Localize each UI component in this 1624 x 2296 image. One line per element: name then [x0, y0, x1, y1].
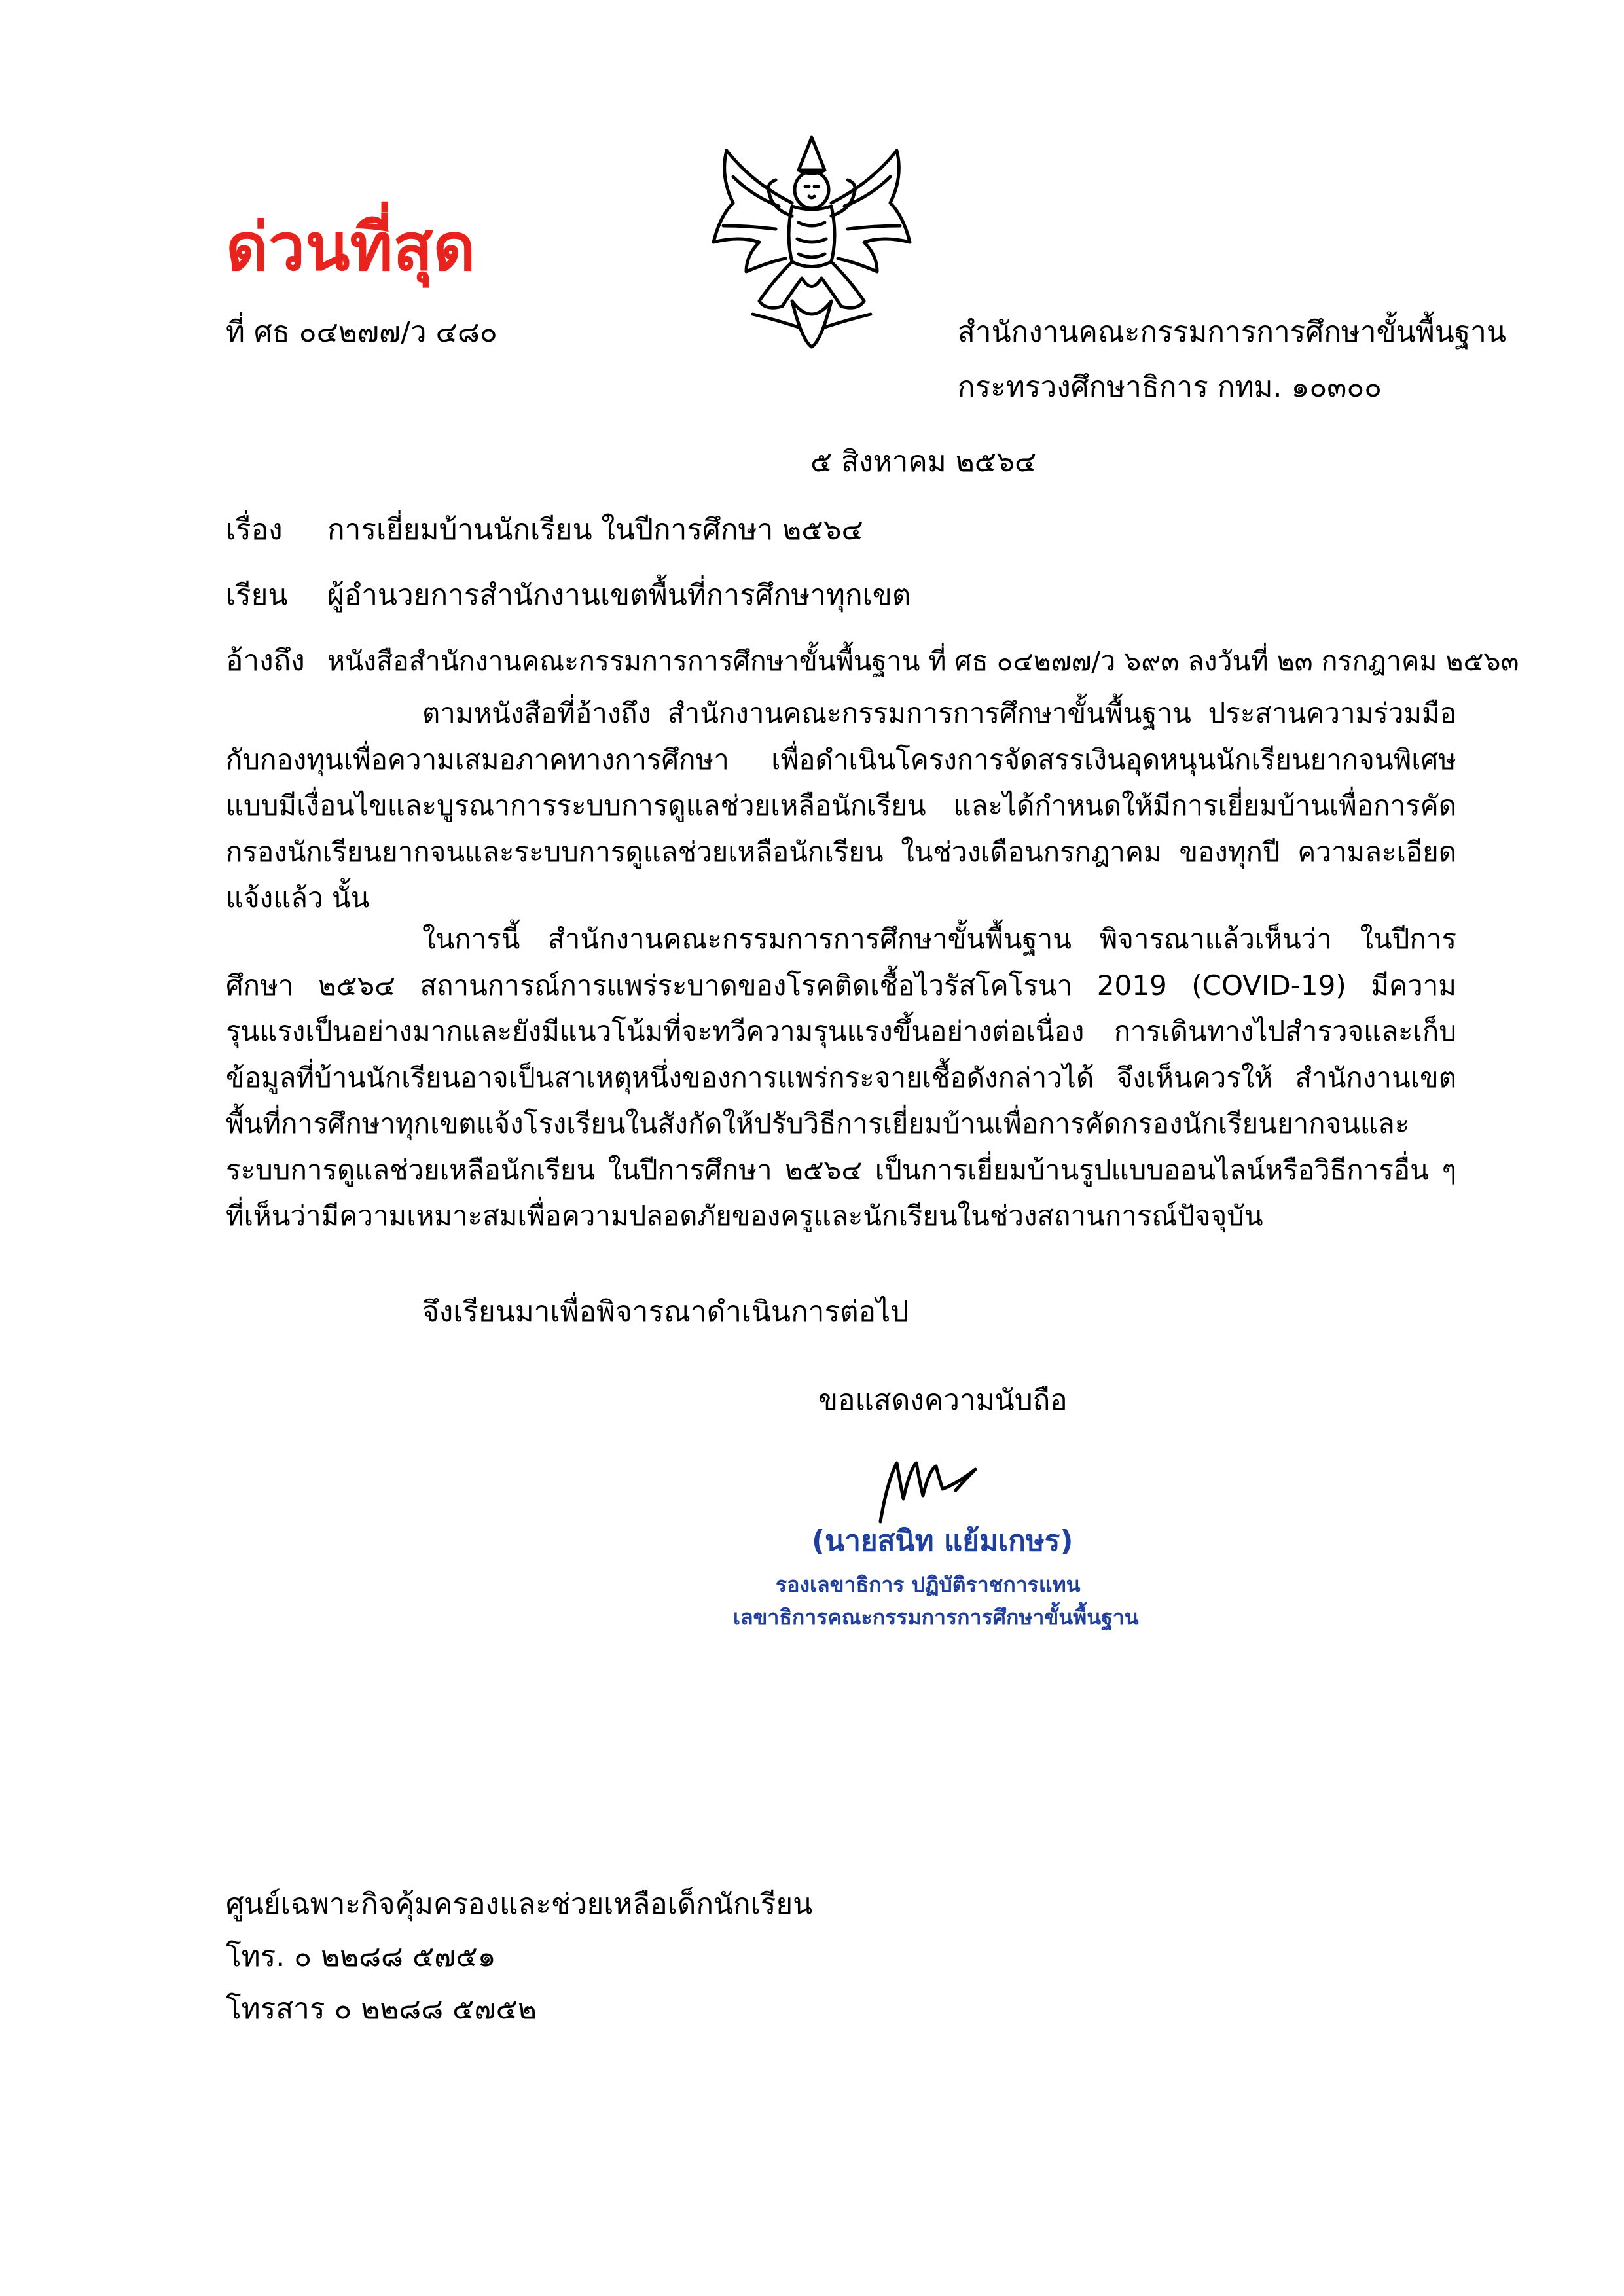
garuda-emblem-icon [700, 131, 923, 353]
reference-label: อ้างถึง [226, 644, 305, 677]
footer-unit: ศูนย์เฉพาะกิจคุ้มครองและช่วยเหลือเด็กนักเรียน [226, 1888, 813, 1921]
recipient-text: ผู้อำนวยการสำนักงานเขตพื้นที่การศึกษาทุกเขต [327, 579, 911, 612]
signatory-position-1: รองเลขาธิการ ปฏิบัติราชการแทน [776, 1572, 1081, 1597]
footer-fax: โทรสาร ๐ ๒๒๘๘ ๕๗๕๒ [226, 1992, 537, 2026]
handwritten-signature-icon [867, 1443, 998, 1528]
body-paragraph-2: ในการนี้ สำนักงานคณะกรรมการการศึกษาขั้นพื้นฐาน พิจารณาแล้วเห็นว่า ในปีการศึกษา ๒๕๖๔ สถานการณ์การแพร่ระบาดของโรคติดเชื้อไวรัสโคโรนา 2019 (COVID-19) มีความรุนแรงเป็นอย่างมากและยังมีแนวโน้มที่จะทวีความรุนแรงขึ้นอย่างต่อเนื่อง การเดินทางไปสำรวจและเก็บข้อมูลที่บ้านนักเรียนอาจเป็นสาเหตุหนึ่งของการแพร่กระจายเชื้อดังกล่าวได้ จึงเห็นควรให้ สำนักงานเขตพื้นที่การศึกษาทุกเขตแจ้งโรงเรียนในสังกัดให้ปรับวิธีการเยี่ยมบ้านเพื่อการคัดกรองนักเรียนยากจนและระบบการดูแลช่วยเหลือนักเรียน ในปีการศึกษา ๒๕๖๔ เป็นการเยี่ยมบ้านรูปแบบออนไลน์หรือวิธีการอื่น ๆ ที่เห็นว่ามีความเหมาะสมเพื่อความปลอดภัยของครูและนักเรียนในช่วงสถานการณ์ปัจจุบัน [226, 923, 1456, 1232]
subject-label: เรื่อง [226, 513, 283, 547]
subject-text: การเยี่ยมบ้านนักเรียน ในปีการศึกษา ๒๕๖๔ [327, 513, 863, 547]
urgency-stamp: ด่วนที่สุด [226, 209, 476, 285]
closing-salutation: ขอแสดงความนับถือ [818, 1384, 1068, 1417]
document-number: ที่ ศธ ๐๔๒๗๗/ว ๔๘๐ [226, 315, 497, 349]
signatory-position-2: เลขาธิการคณะกรรมการการศึกษาขั้นพื้นฐาน [733, 1605, 1139, 1630]
body-paragraph-1: ตามหนังสือที่อ้างถึง สำนักงานคณะกรรมการการศึกษาขั้นพื้นฐาน ประสานความร่วมมือกับกองทุนเพื่อความเสมอภาคทางการศึกษา เพื่อดำเนินโครงการจัดสรรเงินอุดหนุนนักเรียนยากจนพิเศษแบบมีเงื่อนไขและบูรณาการระบบการดูแลช่วยเหลือนักเรียน และได้กำหนดให้มีการเยี่ยมบ้านเพื่อการคัดกรองนักเรียนยากจนและระบบการดูแลช่วยเหลือนักเรียน ในช่วงเดือนกรกฎาคม ของทุกปี ความละเอียดแจ้งแล้ว นั้น [226, 697, 1456, 914]
office-name: สำนักงานคณะกรรมการการศึกษาขั้นพื้นฐาน [958, 315, 1506, 349]
footer-telephone: โทร. ๐ ๒๒๘๘ ๕๗๕๑ [226, 1940, 496, 1973]
reference-text: หนังสือสำนักงานคณะกรรมการการศึกษาขั้นพื้นฐาน ที่ ศธ ๐๔๒๗๗/ว ๖๙๓ ลงวันที่ ๒๓ กรกฎาคม ๒๕๖๓ [327, 645, 1519, 677]
recipient-label: เรียน [226, 579, 288, 612]
signatory-name: (นายสนิท แย้มเกษร) [812, 1524, 1074, 1558]
closing-request: จึงเรียนมาเพื่อพิจารณาดำเนินการต่อไป [422, 1295, 909, 1329]
document-date: ๕ สิงหาคม ๒๕๖๔ [810, 445, 1037, 478]
office-address: กระทรวงศึกษาธิการ กทม. ๑๐๓๐๐ [958, 370, 1382, 404]
